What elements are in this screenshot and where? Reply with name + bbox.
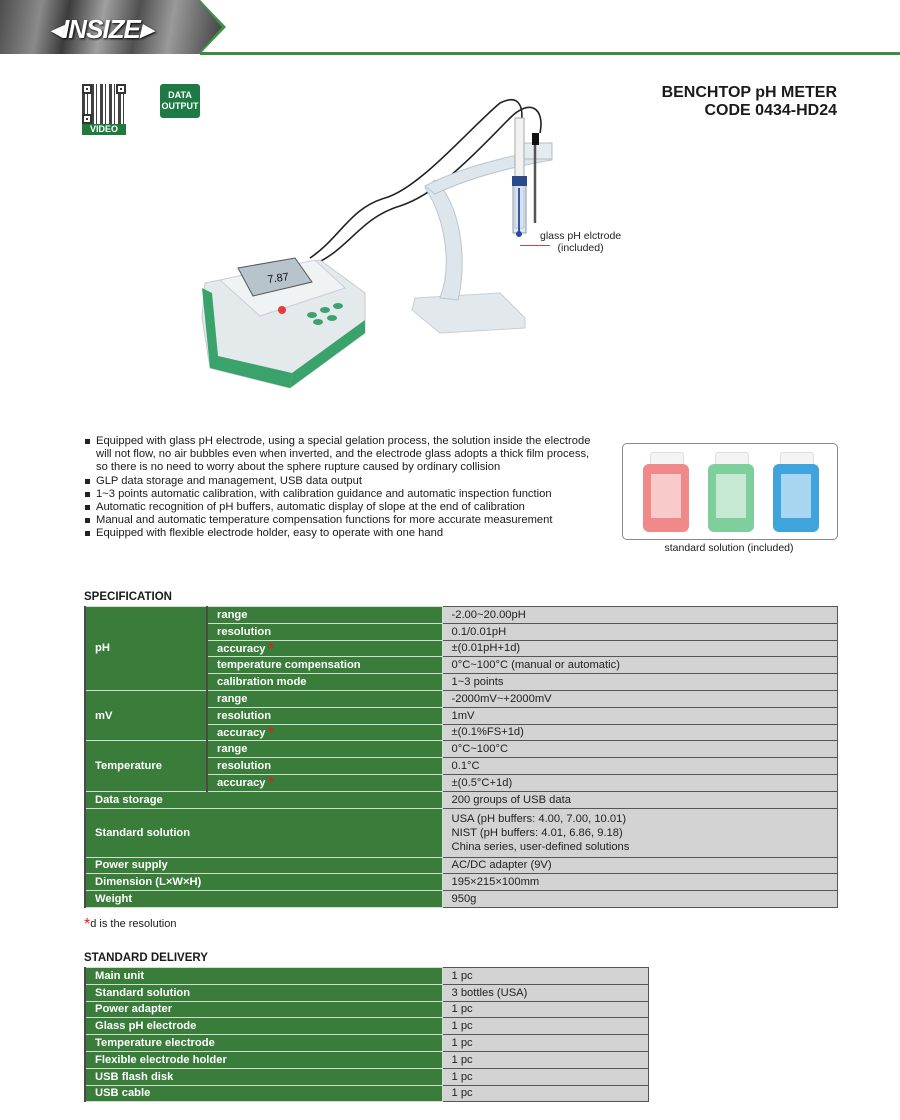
stand-arm xyxy=(425,180,462,300)
electrode-blue-cap xyxy=(512,176,527,186)
qr-video-label: VIDEO xyxy=(82,124,126,135)
feature-text: Equipped with glass pH electrode, using a special gelation process, the solution inside the electrode will not flow, no air bubbles even when inverted, and the electrode glass adopts a thick film process, so there is no need to worry about the sphere rupture caused by ordinary collision xyxy=(96,435,591,474)
spec-value xyxy=(442,874,838,891)
spec-group-label: pH xyxy=(85,607,207,691)
delivery-qty: 1 pc xyxy=(442,1001,649,1018)
spec-value xyxy=(442,857,838,874)
spec-row xyxy=(85,690,838,707)
feature-text: Equipped with flexible electrode holder, easy to operate with one hand xyxy=(96,527,444,540)
delivery-item: Main unit xyxy=(85,968,442,985)
feature-text: 1~3 points automatic calibration, with calibration guidance and automatic inspection function xyxy=(96,487,552,500)
spec-param xyxy=(207,690,442,707)
spec-param-label: accuracy xyxy=(217,726,266,739)
feature-item xyxy=(96,514,596,527)
spec-row xyxy=(85,607,838,624)
footnote-text: d is the resolution xyxy=(90,918,177,930)
spec-param: Weight xyxy=(85,891,442,908)
spec-param-label: range xyxy=(217,692,248,705)
data-output-label-line1: DATA xyxy=(168,90,192,100)
feature-item xyxy=(96,435,596,475)
electrode-callout xyxy=(540,230,621,254)
spec-param-label: temperature compensation xyxy=(217,659,361,672)
delivery-item: Power adapter xyxy=(85,1001,442,1018)
spec-param-label: accuracy xyxy=(217,642,266,655)
product-code: CODE 0434-HD24 xyxy=(704,102,837,119)
spec-row xyxy=(85,808,838,857)
spec-value-line: NIST (pH buffers: 4.01, 6.86, 9.18) xyxy=(451,826,623,839)
spec-param-label: range xyxy=(217,743,248,756)
spec-value: 0.1/0.01pH xyxy=(442,623,838,640)
delivery-row xyxy=(85,1018,649,1035)
spec-row xyxy=(85,857,838,874)
electrode-cable xyxy=(310,100,522,258)
power-button xyxy=(278,306,286,314)
delivery-qty: 1 pc xyxy=(442,1068,649,1085)
spec-value-line: China series, user-defined solutions xyxy=(451,840,630,853)
spec-value: 1~3 points xyxy=(442,674,838,691)
spec-row xyxy=(85,741,838,758)
stand-base xyxy=(412,293,525,333)
delivery-item: USB cable xyxy=(85,1085,442,1102)
spec-param xyxy=(207,674,442,691)
delivery-title: STANDARD DELIVERY xyxy=(84,952,208,964)
standard-solution-photo xyxy=(622,443,838,540)
spec-param xyxy=(207,724,442,741)
feature-text: GLP data storage and management, USB data output xyxy=(96,474,362,487)
spec-param-label: accuracy xyxy=(217,777,266,790)
spec-param: Standard solution xyxy=(85,808,442,857)
spec-param xyxy=(207,774,442,791)
logo-arrow-right-icon: ▸ xyxy=(139,14,152,44)
delivery-row xyxy=(85,1068,649,1085)
feature-list xyxy=(96,435,596,541)
spec-group-label: Temperature xyxy=(85,741,207,791)
spec-param xyxy=(207,640,442,657)
qr-code-icon[interactable] xyxy=(82,84,126,124)
spec-param-label: resolution xyxy=(217,760,272,773)
qr-video-badge[interactable] xyxy=(82,84,126,136)
delivery-item: Temperature electrode xyxy=(85,1035,442,1052)
spec-row xyxy=(85,874,838,891)
delivery-qty: 1 pc xyxy=(442,1085,649,1102)
spec-row xyxy=(85,891,838,908)
specification-table xyxy=(84,606,838,908)
asterisk-icon: * xyxy=(268,639,274,655)
spec-param xyxy=(207,758,442,775)
footnote xyxy=(84,914,176,932)
spec-value xyxy=(442,808,838,857)
spec-param xyxy=(207,741,442,758)
spec-value: -2000mV~+2000mV xyxy=(442,690,838,707)
delivery-row xyxy=(85,1035,649,1052)
spec-param-label: resolution xyxy=(217,709,272,722)
delivery-item: Glass pH electrode xyxy=(85,1018,442,1035)
spec-param-label: range xyxy=(217,608,248,621)
feature-text: Manual and automatic temperature compensation functions for more accurate measurement xyxy=(96,514,553,527)
delivery-table xyxy=(84,967,649,1102)
specification-title: SPECIFICATION xyxy=(84,591,172,603)
bottle-ph7 xyxy=(706,452,756,532)
spec-value-line: 200 groups of USB data xyxy=(451,793,571,806)
spec-value: ±(0.01pH+1d) xyxy=(442,640,838,657)
spec-row xyxy=(85,791,838,808)
delivery-qty: 1 pc xyxy=(442,1051,649,1068)
temperature-electrode-head xyxy=(532,133,539,145)
product-name: BENCHTOP pH METER xyxy=(661,84,837,101)
feature-text: Automatic recognition of pH buffers, automatic display of slope at the end of calibration xyxy=(96,501,525,514)
delivery-row xyxy=(85,1051,649,1068)
brand-name: INSIZE xyxy=(62,14,140,44)
spec-value: -2.00~20.00pH xyxy=(442,607,838,624)
spec-value-line: AC/DC adapter (9V) xyxy=(451,859,552,872)
delivery-row xyxy=(85,1001,649,1018)
feature-item xyxy=(96,488,596,501)
spec-param xyxy=(207,607,442,624)
spec-value xyxy=(442,791,838,808)
logo-arrow-left-icon: ◂ xyxy=(50,14,63,44)
data-output-label-line2: OUTPUT xyxy=(161,101,199,111)
asterisk-icon: * xyxy=(268,774,274,790)
asterisk-icon: * xyxy=(268,723,274,739)
bottle-ph4 xyxy=(641,452,691,532)
delivery-row xyxy=(85,1085,649,1102)
spec-param: Data storage xyxy=(85,791,442,808)
delivery-qty: 1 pc xyxy=(442,1035,649,1052)
spec-value: ±(0.5°C+1d) xyxy=(442,774,838,791)
spec-value xyxy=(442,891,838,908)
electrode-callout-line1: glass pH elctrode xyxy=(540,230,622,242)
spec-value: 0°C~100°C (manual or automatic) xyxy=(442,657,838,674)
spec-value-line: USA (pH buffers: 4.00, 7.00, 10.01) xyxy=(451,812,627,825)
feature-item xyxy=(96,501,596,514)
bottle-ph10 xyxy=(771,452,821,532)
delivery-row xyxy=(85,968,649,985)
delivery-qty: 1 pc xyxy=(442,1018,649,1035)
spec-param: Power supply xyxy=(85,857,442,874)
meter-display-reading: 7.87 xyxy=(266,271,290,286)
delivery-qty: 1 pc xyxy=(442,968,649,985)
banner-divider-line xyxy=(200,52,900,55)
electrode-callout-line2: (included) xyxy=(557,242,604,254)
spec-value: ±(0.1%FS+1d) xyxy=(442,724,838,741)
spec-value-line: 195×215×100mm xyxy=(451,876,540,889)
asterisk-icon: * xyxy=(84,916,91,933)
feature-item xyxy=(96,527,596,540)
delivery-item: Flexible electrode holder xyxy=(85,1051,442,1068)
feature-item xyxy=(96,475,596,488)
spec-value-line: 950g xyxy=(451,893,477,906)
spec-param-label: resolution xyxy=(217,625,272,638)
brand-logo xyxy=(50,14,152,45)
electrode-clamp xyxy=(522,143,552,159)
spec-param-label: calibration mode xyxy=(217,676,307,689)
spec-value: 1mV xyxy=(442,707,838,724)
spec-group-label: mV xyxy=(85,690,207,740)
delivery-qty: 3 bottles (USA) xyxy=(442,984,649,1001)
delivery-row xyxy=(85,984,649,1001)
delivery-item: Standard solution xyxy=(85,984,442,1001)
standard-solution-caption: standard solution (included) xyxy=(664,542,794,554)
spec-value: 0°C~100°C xyxy=(442,741,838,758)
header-banner xyxy=(0,0,900,56)
spec-param xyxy=(207,707,442,724)
delivery-item: USB flash disk xyxy=(85,1068,442,1085)
product-title xyxy=(662,84,837,120)
spec-param: Dimension (L×W×H) xyxy=(85,874,442,891)
spec-param xyxy=(207,657,442,674)
spec-param xyxy=(207,623,442,640)
spec-value: 0.1°C xyxy=(442,758,838,775)
